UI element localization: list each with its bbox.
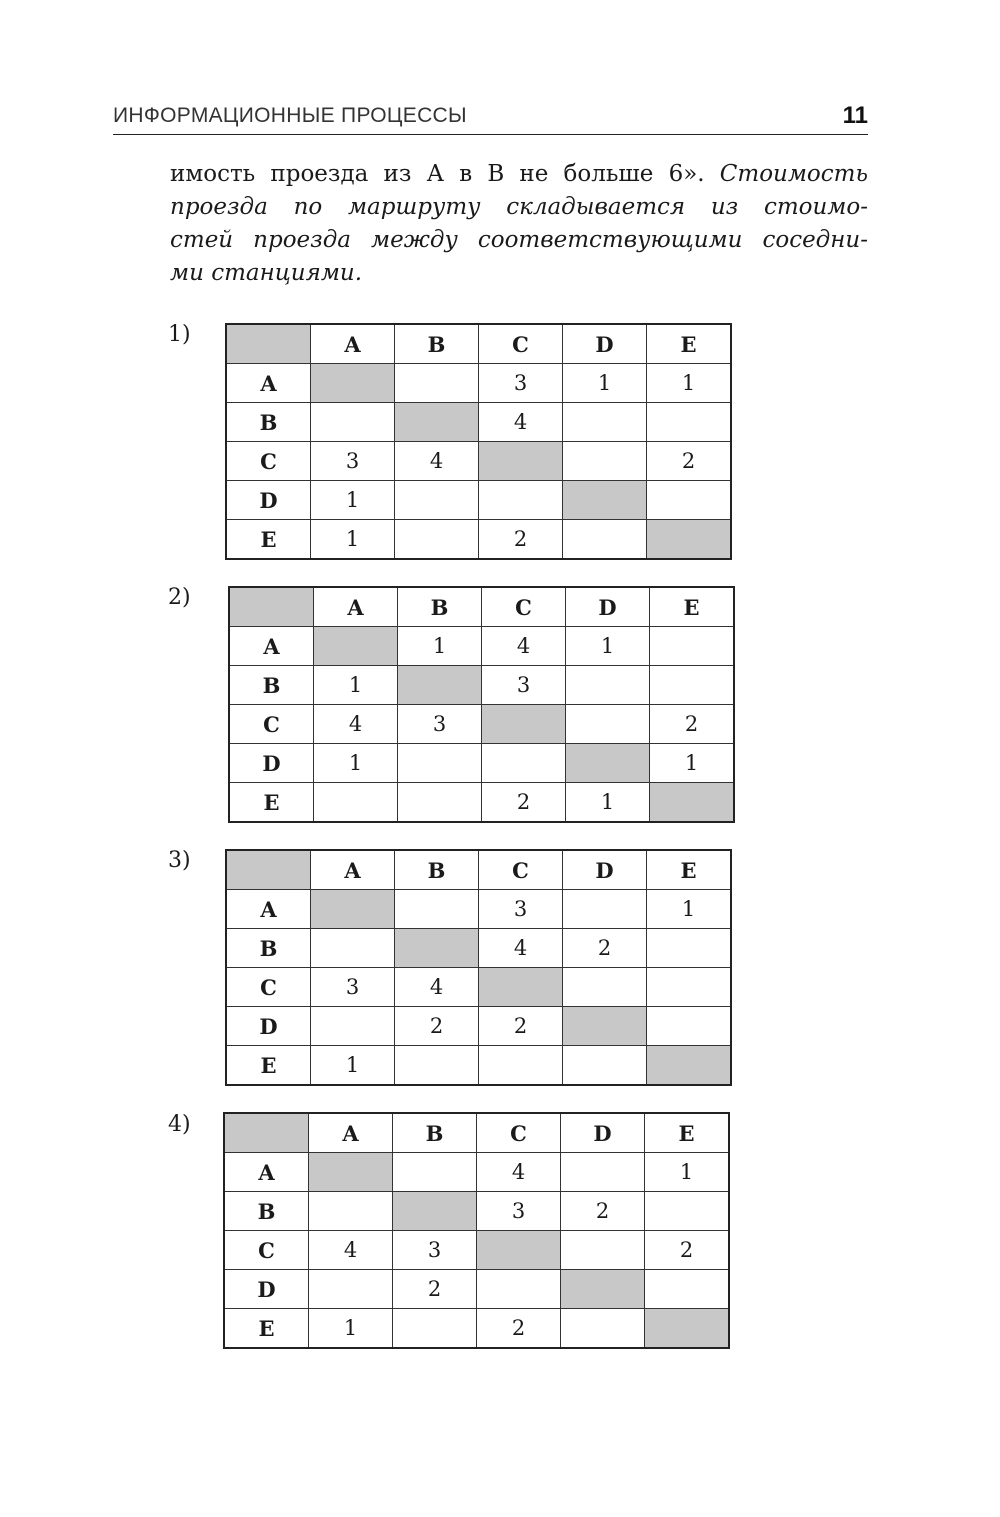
table-cell [566, 666, 650, 705]
column-header: C [479, 324, 563, 364]
table-cell: 1 [647, 364, 732, 403]
table-cell [477, 1270, 561, 1309]
diagonal-cell [311, 890, 395, 929]
table-row [224, 1153, 729, 1192]
row-header: C [226, 968, 311, 1007]
table-cell: 1 [563, 364, 647, 403]
table-cell: 2 [477, 1309, 561, 1349]
paragraph-line-2 [170, 191, 868, 224]
table-header-row [226, 324, 731, 364]
column-header: A [309, 1113, 393, 1153]
diagonal-cell [563, 481, 647, 520]
table-cell [395, 481, 479, 520]
row-header: B [229, 666, 314, 705]
table-cell: 1 [647, 890, 732, 929]
table-row [224, 1309, 729, 1349]
row-header: B [226, 403, 311, 442]
body-paragraph [170, 158, 868, 290]
table-cell [563, 520, 647, 560]
table-row [226, 364, 731, 403]
row-header: C [226, 442, 311, 481]
table-header-row [229, 587, 734, 627]
table-row [224, 1192, 729, 1231]
table-row [226, 929, 731, 968]
table-cell [647, 403, 732, 442]
diagonal-cell [477, 1231, 561, 1270]
row-header: C [229, 705, 314, 744]
table-cell: 2 [479, 1007, 563, 1046]
table-cell [311, 1007, 395, 1046]
column-header: B [395, 850, 479, 890]
table-row [224, 1231, 729, 1270]
table-cell: 1 [314, 744, 398, 783]
table-cell [479, 1046, 563, 1086]
table-header-row [226, 850, 731, 890]
table-cell: 2 [561, 1192, 645, 1231]
table-cell [393, 1309, 477, 1349]
table-cell [563, 403, 647, 442]
paragraph-line-3 [170, 224, 868, 257]
table-cell: 4 [479, 403, 563, 442]
table-header-row [224, 1113, 729, 1153]
row-header: A [226, 364, 311, 403]
diagonal-cell [647, 520, 732, 560]
distance-table [223, 1112, 730, 1349]
table-cell: 2 [395, 1007, 479, 1046]
table-cell: 3 [477, 1192, 561, 1231]
paragraph-line-1-text: имость проезда из А в В не больше 6». [170, 161, 705, 187]
distance-table [225, 323, 732, 560]
table-cell [563, 890, 647, 929]
diagonal-cell [645, 1309, 730, 1349]
table-cell: 2 [479, 520, 563, 560]
table-cell [482, 744, 566, 783]
table-cell [645, 1192, 730, 1231]
corner-cell [226, 850, 311, 890]
table-row [226, 481, 731, 520]
row-header: D [226, 481, 311, 520]
column-header: D [561, 1113, 645, 1153]
table-cell: 3 [393, 1231, 477, 1270]
table-cell [395, 520, 479, 560]
table-row [226, 520, 731, 560]
diagonal-cell [647, 1046, 732, 1086]
row-header: C [224, 1231, 309, 1270]
table-row [226, 968, 731, 1007]
table-cell: 1 [311, 1046, 395, 1086]
table-cell [563, 442, 647, 481]
corner-cell [226, 324, 311, 364]
page-number: 11 [842, 102, 868, 129]
table-cell: 4 [477, 1153, 561, 1192]
diagonal-cell [482, 705, 566, 744]
diagonal-cell [309, 1153, 393, 1192]
column-header: B [393, 1113, 477, 1153]
table-cell [647, 929, 732, 968]
paragraph-line-1-italic: Стоимость [719, 161, 868, 187]
table-cell: 1 [311, 520, 395, 560]
table-cell: 2 [645, 1231, 730, 1270]
table-cell: 3 [479, 890, 563, 929]
table-cell: 1 [645, 1153, 730, 1192]
table-cell [393, 1153, 477, 1192]
table-cell: 4 [479, 929, 563, 968]
option-label: 1) [168, 322, 191, 347]
table-cell: 1 [566, 783, 650, 823]
table-cell [650, 627, 735, 666]
table-cell [647, 481, 732, 520]
table-cell: 1 [309, 1309, 393, 1349]
paragraph-line-4-italic: ми станциями. [170, 260, 363, 286]
row-header: E [224, 1309, 309, 1349]
table-cell [566, 705, 650, 744]
table-row [226, 1007, 731, 1046]
table-cell: 1 [311, 481, 395, 520]
running-header [113, 100, 868, 135]
table-row [226, 403, 731, 442]
table-cell: 1 [650, 744, 735, 783]
diagonal-cell [395, 929, 479, 968]
table-cell: 3 [398, 705, 482, 744]
diagonal-cell [563, 1007, 647, 1046]
column-header: A [314, 587, 398, 627]
paragraph-line-1 [170, 158, 868, 191]
table-cell: 3 [311, 442, 395, 481]
table-cell: 1 [314, 666, 398, 705]
paragraph-line-2-italic: проезда по маршруту складывается из стоимо- [170, 194, 868, 220]
table-cell: 2 [650, 705, 735, 744]
table-cell: 3 [482, 666, 566, 705]
column-header: C [482, 587, 566, 627]
table-cell: 2 [647, 442, 732, 481]
column-header: A [311, 324, 395, 364]
table-cell: 4 [395, 442, 479, 481]
column-header: C [477, 1113, 561, 1153]
diagonal-cell [395, 403, 479, 442]
column-header: D [563, 324, 647, 364]
table-cell [314, 783, 398, 823]
row-header: A [229, 627, 314, 666]
section-title: ИНФОРМАЦИОННЫЕ ПРОЦЕССЫ [113, 104, 467, 127]
option-label: 2) [168, 585, 191, 610]
table-cell [647, 1007, 732, 1046]
table-cell [309, 1270, 393, 1309]
table-cell [563, 1046, 647, 1086]
diagonal-cell [479, 968, 563, 1007]
row-header: A [224, 1153, 309, 1192]
table-cell: 3 [311, 968, 395, 1007]
table-cell: 2 [482, 783, 566, 823]
table-cell: 4 [395, 968, 479, 1007]
column-header: D [566, 587, 650, 627]
table-cell [309, 1192, 393, 1231]
column-header: E [647, 324, 732, 364]
table-cell [561, 1309, 645, 1349]
table-row [226, 442, 731, 481]
diagonal-cell [479, 442, 563, 481]
distance-table [225, 849, 732, 1086]
column-header: A [311, 850, 395, 890]
table-cell: 4 [309, 1231, 393, 1270]
table-cell: 2 [563, 929, 647, 968]
option-label: 3) [168, 848, 191, 873]
table-cell [395, 364, 479, 403]
table-cell [311, 929, 395, 968]
table-cell [395, 1046, 479, 1086]
column-header: B [395, 324, 479, 364]
column-header: B [398, 587, 482, 627]
row-header: A [226, 890, 311, 929]
diagonal-cell [398, 666, 482, 705]
table-row [229, 744, 734, 783]
table-row [224, 1270, 729, 1309]
table-row [229, 783, 734, 823]
corner-cell [224, 1113, 309, 1153]
table-cell: 4 [314, 705, 398, 744]
table-cell [479, 481, 563, 520]
column-header: E [645, 1113, 730, 1153]
table-cell [563, 968, 647, 1007]
row-header: E [229, 783, 314, 823]
diagonal-cell [566, 744, 650, 783]
table-cell [398, 783, 482, 823]
table-row [229, 705, 734, 744]
row-header: B [224, 1192, 309, 1231]
table-row [226, 1046, 731, 1086]
table-row [226, 890, 731, 929]
table-row [229, 627, 734, 666]
table-cell [645, 1270, 730, 1309]
row-header: D [226, 1007, 311, 1046]
table-cell [647, 968, 732, 1007]
table-cell [650, 666, 735, 705]
row-header: B [226, 929, 311, 968]
row-header: E [226, 520, 311, 560]
distance-table [228, 586, 735, 823]
table-row [229, 666, 734, 705]
table-cell [561, 1231, 645, 1270]
table-cell [311, 403, 395, 442]
column-header: E [647, 850, 732, 890]
diagonal-cell [650, 783, 735, 823]
table-cell [395, 890, 479, 929]
row-header: D [229, 744, 314, 783]
corner-cell [229, 587, 314, 627]
diagonal-cell [561, 1270, 645, 1309]
table-cell [561, 1153, 645, 1192]
table-cell: 3 [479, 364, 563, 403]
column-header: E [650, 587, 735, 627]
paragraph-line-4 [170, 257, 868, 290]
table-cell: 1 [398, 627, 482, 666]
paragraph-line-3-italic: стей проезда между соответствующими соседни- [170, 227, 868, 253]
table-cell: 2 [393, 1270, 477, 1309]
column-header: C [479, 850, 563, 890]
column-header: D [563, 850, 647, 890]
diagonal-cell [311, 364, 395, 403]
diagonal-cell [314, 627, 398, 666]
table-cell [398, 744, 482, 783]
diagonal-cell [393, 1192, 477, 1231]
table-cell: 4 [482, 627, 566, 666]
table-cell: 1 [566, 627, 650, 666]
option-label: 4) [168, 1112, 191, 1137]
row-header: E [226, 1046, 311, 1086]
row-header: D [224, 1270, 309, 1309]
